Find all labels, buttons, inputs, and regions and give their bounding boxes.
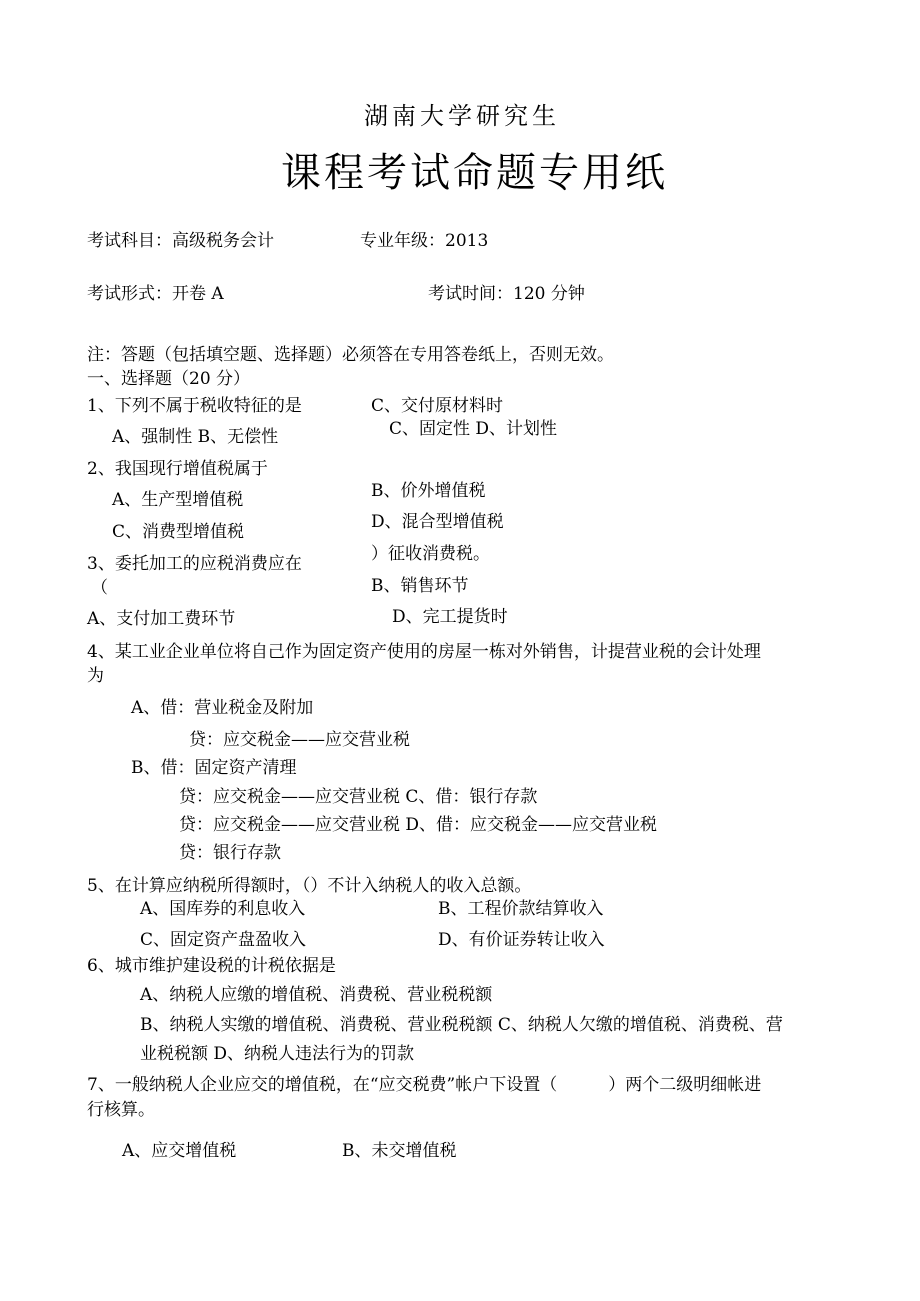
q3-stem: 3、委托加工的应税消费应在 — [87, 554, 302, 574]
q2-option-b: B、价外增值税 — [371, 481, 486, 501]
paper-title: 课程考试命题专用纸 — [281, 150, 668, 196]
q1-options-cd: C、固定性 D、计划性 — [389, 419, 558, 439]
exam-time: 考试时间：120 分钟 — [428, 284, 585, 304]
university-title: 湖南大学研究生 — [364, 102, 560, 130]
q5-option-b: B、工程价款结算收入 — [438, 899, 604, 919]
q5-option-d: D、有价证券转让收入 — [438, 930, 605, 950]
q3-option-b: B、销售环节 — [371, 576, 469, 596]
q3-option-a: A、支付加工费环节 — [87, 609, 236, 629]
q2-stem: 2、我国现行增值税属于 — [87, 459, 268, 479]
q1-options-ab: A、强制性 B、无偿性 — [112, 427, 279, 447]
q5-option-a: A、国库券的利息收入 — [140, 899, 306, 919]
q6-options-bc: B、纳税人实缴的增值税、消费税、营业税税额 C、纳税人欠缴的增值税、消费税、营 — [140, 1015, 783, 1035]
q4-d-credit: 贷：银行存款 — [179, 843, 281, 863]
exam-form: 考试形式：开卷 A — [87, 284, 224, 304]
q6-stem: 6、城市维护建设税的计税依据是 — [87, 956, 336, 976]
q5-option-c: C、固定资产盘盈收入 — [140, 930, 307, 950]
q7-stem-cont: 行核算。 — [87, 1100, 155, 1120]
q5-stem: 5、在计算应纳税所得额时，（）不计入纳税人的收入总额。 — [87, 876, 532, 896]
q4-stem-cont: 为 — [87, 666, 104, 686]
q4-c-credit-d-debit: 贷：应交税金——应交营业税 D、借：应交税金——应交营业税 — [179, 815, 658, 835]
q2-option-a: A、生产型增值税 — [112, 490, 244, 510]
q4-b-credit-c-debit: 贷：应交税金——应交营业税 C、借：银行存款 — [179, 787, 538, 807]
q6-option-a: A、纳税人应缴的增值税、消费税、营业税税额 — [140, 985, 493, 1005]
q4-b-debit: B、借：固定资产清理 — [131, 758, 297, 778]
q4-a-debit: A、借：营业税金及附加 — [131, 698, 314, 718]
q7-option-b: B、未交增值税 — [342, 1141, 457, 1161]
q7-stem: 7、一般纳税人企业应交的增值税，在“应交税费”帐户下设置（ ）两个二级明细帐进 — [87, 1075, 762, 1095]
exam-grade: 专业年级：2013 — [360, 231, 489, 251]
answer-note: 注：答题（包括填空题、选择题）必须答在专用答卷纸上，否则无效。 — [87, 345, 614, 365]
q7-option-a: A、应交增值税 — [122, 1141, 237, 1161]
q3-stem-tail: ）征收消费税。 — [371, 544, 490, 564]
q3-stem-paren: （ — [91, 578, 108, 598]
q1-side-option: C、交付原材料时 — [371, 396, 504, 416]
q4-stem: 4、某工业企业单位将自己作为固定资产使用的房屋一栋对外销售，计提营业税的会计处理 — [87, 642, 761, 662]
exam-subject: 考试科目：高级税务会计 — [87, 231, 274, 251]
q6-options-cd-cont: 业税税额 D、纳税人违法行为的罚款 — [140, 1044, 415, 1064]
q1-stem: 1、下列不属于税收特征的是 — [87, 396, 302, 416]
q2-option-d: D、混合型增值税 — [371, 512, 504, 532]
section-title: 一、选择题（20 分） — [87, 369, 251, 389]
q2-option-c: C、消费型增值税 — [112, 522, 245, 542]
q4-a-credit: 贷：应交税金——应交营业税 — [189, 730, 410, 750]
q3-option-d: D、完工提货时 — [392, 607, 508, 627]
